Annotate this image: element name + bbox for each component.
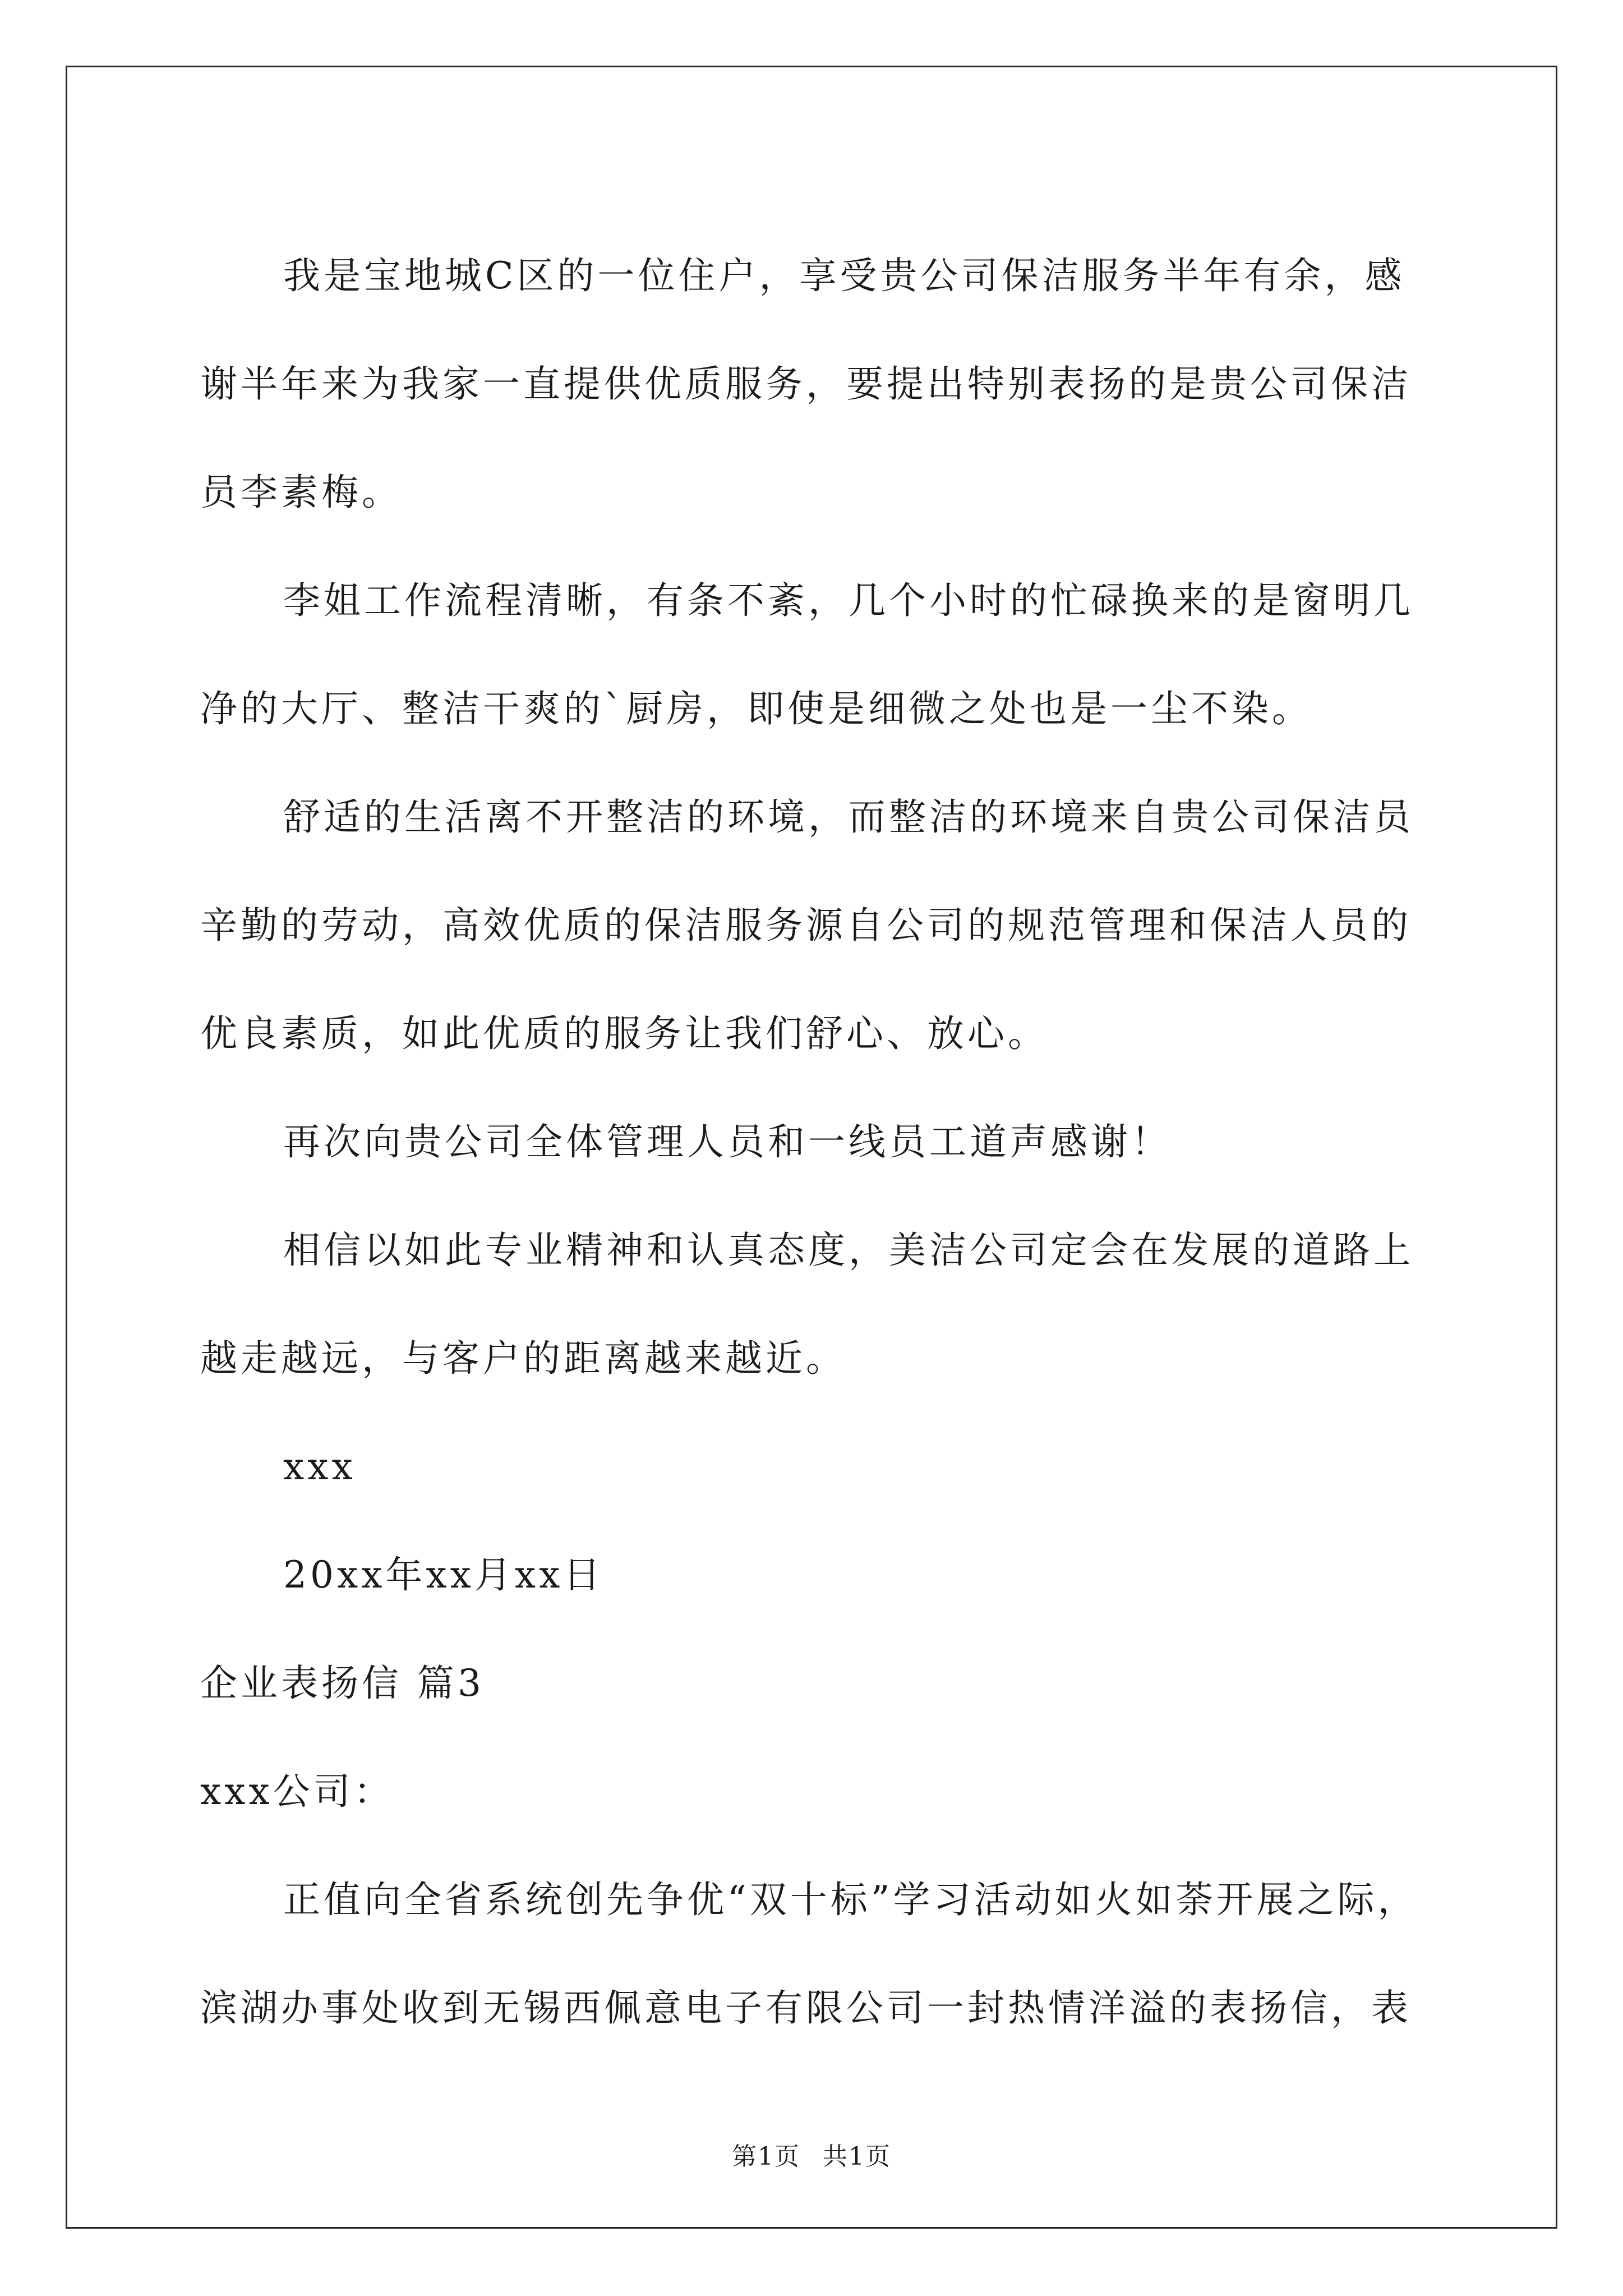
- page-total: 共1页: [823, 2142, 891, 2171]
- paragraph-5: 相信以如此专业精神和认真态度，美洁公司定会在发展的道路上越走越远，与客户的距离越来越近。: [200, 1228, 1414, 1380]
- section-title: 企业表扬信 篇3: [200, 1662, 485, 1705]
- signature: xxx: [283, 1445, 356, 1488]
- paragraph-2: 李姐工作流程清晰，有条不紊，几个小时的忙碌换来的是窗明几净的大厅、整洁干爽的`厨房，即使是细微之处也是一尘不染。: [200, 579, 1414, 730]
- paragraph-1: 我是宝地城C区的一位住户，享受贵公司保洁服务半年有余，感谢半年来为我家一直提供优质服务，要提出特别表扬的是贵公司保洁员李素梅。: [200, 254, 1412, 514]
- document-body: [200, 222, 1423, 2062]
- date: 20xx年xx月xx日: [283, 1553, 604, 1596]
- paragraph-3: 舒适的生活离不开整洁的环境，而整洁的环境来自贵公司保洁员辛勤的劳动，高效优质的保洁服务源自公司的规范管理和保洁人员的优良素质，如此优质的服务让我们舒心、放心。: [200, 795, 1414, 1055]
- paragraph-6: 正值向全省系统创先争优“双十标”学习活动如火如荼开展之际，滨湖办事处收到无锡西佩意电子有限公司一封热情洋溢的表扬信，表: [200, 1878, 1418, 2030]
- page-footer: [0, 2136, 1623, 2172]
- page-current: 第1页: [732, 2142, 800, 2171]
- paragraph-4: 再次向贵公司全体管理人员和一线员工道声感谢！: [283, 1120, 1172, 1163]
- salutation: xxx公司：: [200, 1770, 394, 1813]
